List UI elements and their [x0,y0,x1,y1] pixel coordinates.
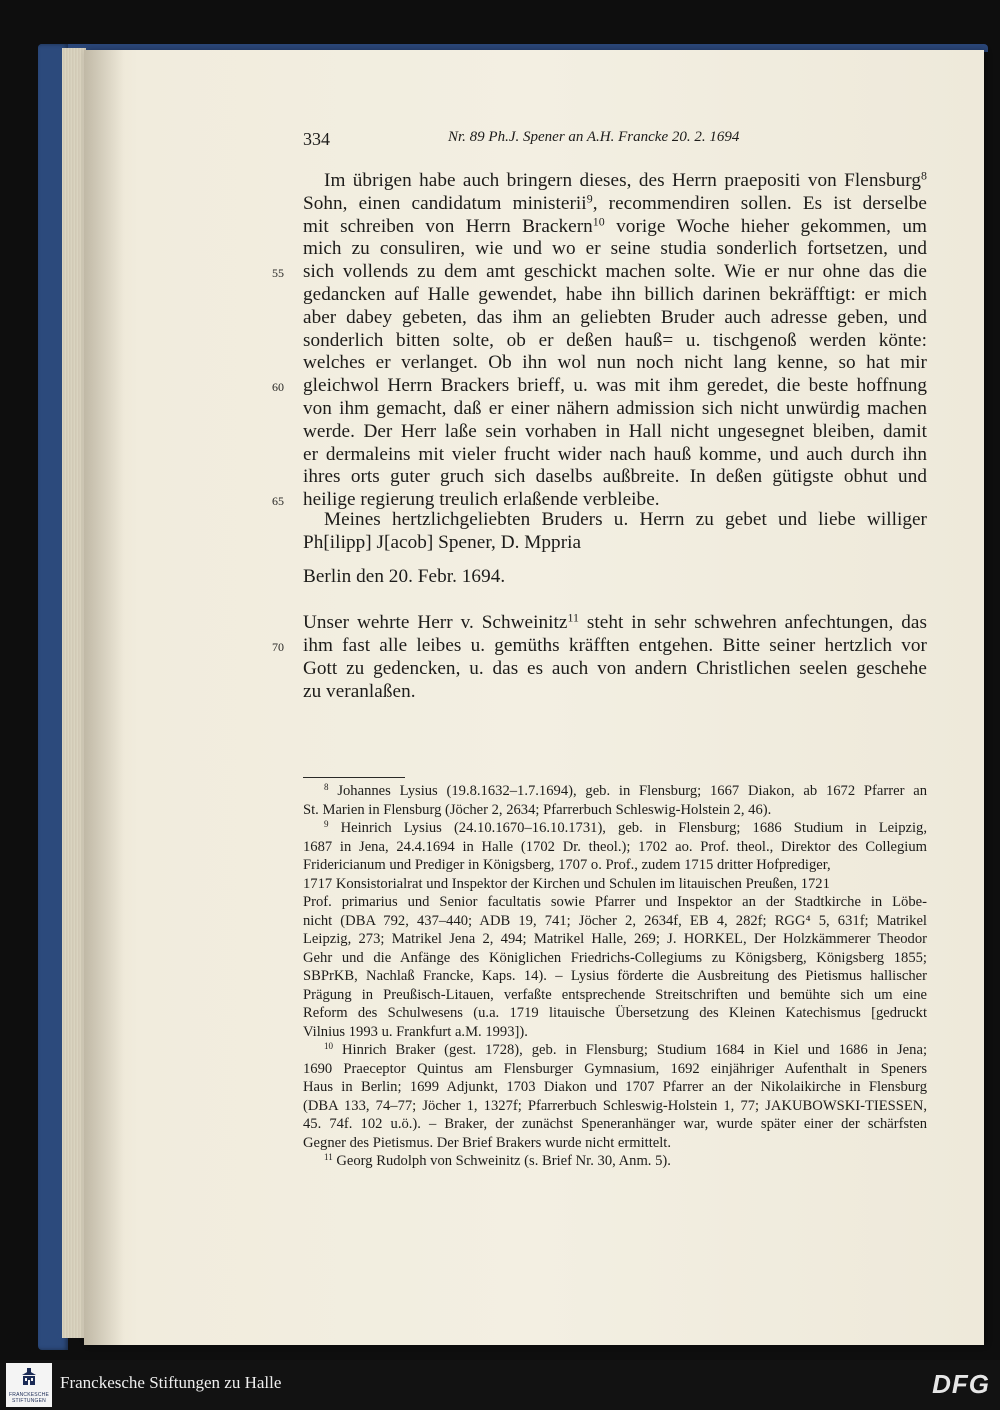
institution-logo[interactable] [6,1363,52,1407]
line-text: gleichwol Herrn Brackers brieff, u. was mit ihm geredet, die beste hoffnung [303,375,927,397]
text-line [303,284,927,306]
footnote-marker: 9 [324,819,329,830]
page-number: 334 [303,129,330,149]
line-text-cont: steht in sehr schwehren anfechtungen, das [579,612,927,633]
footnote-line [303,894,927,911]
line-number: 70 [272,640,284,654]
text-line [303,193,927,215]
text-line [303,261,927,283]
footnote-line [324,783,927,800]
text-line [303,612,927,634]
line-text: SBPrKB, Nachlaß Francke, Kaps. 14). – Lysius förderte die Ausbreitung des Pietismus hallischer [303,968,927,984]
footnote-line [324,820,927,837]
line-text: Prägung in Preußisch-Litauen, verfaßte entsprechende Streitschriften und bemühte sich um eine [303,986,927,1003]
logo-text: FRANCKESCHE STIFTUNGEN [9,1392,49,1404]
footnote-line [303,839,927,856]
footnote-marker: 11 [324,1152,333,1163]
footnote-line [303,1098,927,1115]
line-text: 1690 Praeceptor Quintus am Flensburger Gymnasium, 1692 einjähriger Aufenthalt in Speners [303,1060,927,1077]
line-text: 45. 74f. 102 u.ö.). – Braker, der zunächst Speneranhänger war, wurde später einer der schärfsten [303,1116,927,1132]
footnote-line [324,1153,671,1170]
text-line [303,444,927,466]
line-text: er dermaleins mit vieler frucht wider nach hauß komme, und auch durch ihn [303,443,927,465]
line-number: 65 [272,494,284,508]
line-text: mit schreiben von Herrn Brackern [303,215,593,237]
line-text: von ihm gemacht, daß er einer nähern admission sich nicht unwürdig machen [303,398,927,419]
page-edges [62,48,86,1338]
page-gutter-shadow [84,50,124,1345]
line-text: zu veranlaßen. [303,681,416,702]
footnote-ref[interactable]: 9 [586,191,593,206]
dfg-logo[interactable]: DFG [932,1369,990,1399]
footnote-line [303,857,831,874]
footnote-line [303,876,830,893]
line-text: Heinrich Lysius (24.10.1670–16.10.1731), geb. in Flensburg; 1686 Studium in Leipzig, [328,820,927,836]
line-text: Georg Rudolph von Schweinitz (s. Brief Nr. 30, Anm. 5). [332,1153,671,1169]
line-text: ihres orts guter gruch sich daselbs außbreite. In deßen gütigste obhut und [303,466,927,488]
dateline: Berlin den 20. Febr. 1694. [303,566,506,587]
line-text: Fridericianum und Prediger in Königsberg, 1707 o. Prof., zudem 1715 dritter Hofprediger, [303,857,831,873]
text-line [303,421,927,443]
line-text: ihm fast alle leibes u. gemüths kräfften entgehen. Bitte seiner hertzlich vor [303,635,927,656]
text-line [303,216,927,238]
footnote-line [303,1135,671,1152]
footnote-line [303,1005,927,1022]
line-text: Gehr und die Anfänge des Königlichen Friedrichs-Collegiums zu Königsberg, Königsberg 1855; [303,949,927,966]
line-text: sich vollends zu dem amt geschickt machen solte. Wie er nur ohne das die [303,261,927,283]
line-text: Johannes Lysius (19.8.1632–1.7.1694), geb. in Flensburg; 1667 Diakon, ab 1672 Pfarrer an [328,783,927,799]
footnote-line [303,968,927,985]
text-line [303,307,927,329]
footnote-ref[interactable]: 11 [567,610,580,625]
footnote-ref[interactable]: 8 [921,168,927,183]
line-text: St. Marien in Flensburg (Jöcher 2, 2634; Pfarrerbuch Schleswig-Holstein 2, 46). [303,801,772,818]
footnote-line [303,931,927,948]
line-text: 1687 in Jena, 24.4.1694 in Halle (1702 Dr. theol.); 1702 ao. Prof. theol., Direktor des Collegium [303,838,927,855]
line-text: Im übrigen habe auch bringern dieses, des Herrn praepositi von Flensburg [324,170,921,191]
building-icon [21,1368,37,1386]
text-line [303,398,927,420]
line-text: Leipzig, 273; Matrikel Jena 2, 494; Matrikel Halle, 269; J. HORKEL, Der Holzkämmerer Theodor [303,931,927,947]
running-head: Nr. 89 Ph.J. Spener an A.H. Francke 20. 2. 1694 [448,129,740,145]
footnote-line [303,1024,528,1041]
text-line [303,375,927,397]
line-text: heilige regierung treulich erlaßende verbleibe. [303,489,660,511]
line-text: Reform des Schulwesens (u.a. 1719 litauische Übersetzung des Kleinen Katechismus [gedruckt [303,1005,927,1021]
text-line [303,238,927,260]
closing-line: Ph[ilipp] J[acob] Spener, D. Mppria [303,532,582,553]
text-line [303,466,927,488]
closing-line: Meines hertzlichgeliebten Bruders u. Herrn zu gebet und liebe williger [324,509,927,530]
line-text-cont: vorige Woche hieher gekommen, um [604,215,927,237]
footnote-rule [303,777,405,778]
text-line [303,352,927,374]
line-text: Gott zu gedencken, u. das es auch von andern Christlichen seelen geschehe [303,658,927,679]
text-line [324,170,927,192]
line-text: nicht (DBA 792, 437–440; ADB 19, 741; Jöcher 2, 2634f, EB 4, 282f; RGG⁴ 5, 631f; Matrikel [303,912,927,929]
line-text: (DBA 133, 74–77; Jöcher 1, 1327f; Pfarrerbuch Schleswig-Holstein 1, 77; JAKUBOWSKI-TIESSEN, [303,1097,927,1114]
footnote-ref[interactable]: 10 [592,214,605,229]
line-text: Vilnius 1993 u. Frankfurt a.M. 1993]). [303,1023,528,1040]
footnote-line [303,950,927,967]
line-text: mich zu consuliren, wie und wo er seine studia sonderlich fortsetzen, und [303,238,927,260]
footnote-line [303,1061,927,1078]
text-line [303,658,927,680]
line-text: gedancken auf Halle gewendet, habe ihn billich darinen bekräfftigt: er mich [303,284,927,305]
line-text: welches er verlanget. Ob ihn wol nun noch nicht lang kenne, so hat mir [303,352,927,374]
line-text: Hinrich Braker (gest. 1728), geb. in Flensburg; Studium 1684 in Kiel und 1686 in Jena; [333,1042,927,1058]
text-line [303,489,660,511]
footnote-line [303,1116,927,1133]
footnote-marker: 10 [324,1041,334,1052]
footnote-line [324,1042,927,1059]
line-text-cont: , recommendiren sollen. Es ist derselbe [592,192,927,214]
line-text: aber dabey gebeten, das ihm an geliebten Bruder auch adresse geben, und [303,306,927,328]
footnote-line [303,802,771,819]
line-number: 60 [272,380,284,394]
footnote-line [303,913,927,930]
footnote-marker: 8 [324,782,329,793]
line-text: sonderlich bitten solte, ob er deßen hauß= u. tischgenoß werden könte: [303,329,927,351]
line-text: Gegner des Pietismus. Der Brief Brakers wurde nicht ermittelt. [303,1134,671,1151]
viewer-footer [0,1360,1000,1410]
line-text: Unser wehrte Herr v. Schweinitz [303,612,568,633]
text-line [303,330,927,352]
line-text: Prof. primarius und Senior facultatis sowie Pfarrer und Inspektor an der Stadtkirche in Löbe- [303,894,927,910]
line-text: Haus in Berlin; 1699 Adjunkt, 1703 Diakon und 1707 Pfarrer an der Nikolaikirche in Flensburg [303,1079,927,1095]
footnote-line [303,1079,927,1096]
text-line [303,681,416,703]
line-text: 1717 Konsistorialrat und Inspektor der Kirchen und Schulen im litauischen Preußen, 1721 [303,875,830,892]
text-line [303,635,927,657]
line-text: werde. Der Herr laße sein vorhaben in Hall nicht ungesegnet bleiben, damit [303,420,927,442]
footnote-line [303,987,927,1004]
line-text: Sohn, einen candidatum ministerii [303,192,587,214]
line-number: 55 [272,266,284,280]
institution-name[interactable]: Franckesche Stiftungen zu Halle [60,1373,282,1392]
